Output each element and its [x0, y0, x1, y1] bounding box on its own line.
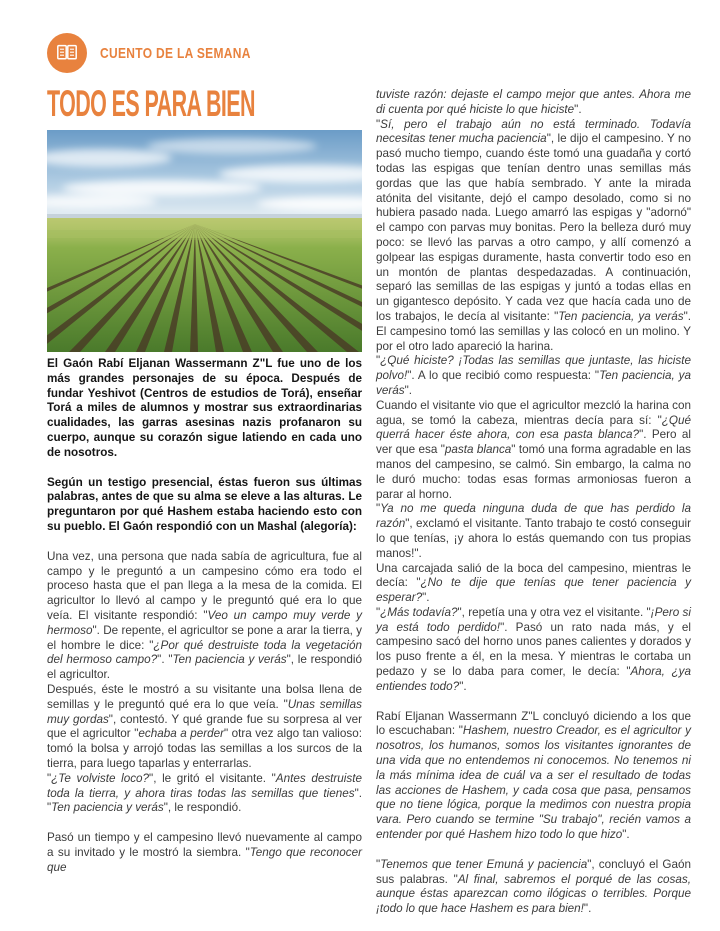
paragraph: "¿Más todavía?", repetía una y otra vez el visitante. "¡Pero si ya está todo perdido!". Pasó un rato nada más, y el campesino sacó del horno unos panes calientes y dorados y los puso frente a él, en la mesa. Y mientras le cortaba un pedazo y se lo daba para comer, le decía: "Ahora, ¿ya entiendes todo?". [376, 605, 691, 693]
right-text-flow [376, 88, 691, 917]
two-column-layout [47, 33, 691, 917]
paragraph: Rabí Eljanan Wassermann Z"L concluyó diciendo a los que lo escuchaban: "Hashem, nuestro Creador, es el agricultor y nosotros, los humanos, somos los visitantes ignorantes de una vida que no entendemos ni conocemos. No tenemos ni la más mínima idea de cuál va a ser el resultado de todas las acciones de Hashem, y cada cosa que pasa, pensamos que no tiene lógica, porque la medimos con nuestra propia vara. Pero cuando se termine "Su trabajo", recién vamos a entender por qué Hashem hizo todo lo que hizo". [376, 709, 691, 842]
left-text-flow [47, 357, 362, 876]
crop-field-photo [47, 130, 362, 352]
paragraph: Pasó un tiempo y el campesino llevó nuevamente al campo a su invitado y le mostró la siembra. "Tengo que reconocer que [47, 831, 362, 874]
open-book-icon [47, 33, 87, 73]
paragraph: "¿Te volviste loco?", le gritó el visitante. "Antes destruiste toda la tierra, y ahora tiras todas las semillas que tienes". "Ten paciencia y verás", le respondió. [47, 771, 362, 815]
paragraph: "¿Qué hiciste? ¡Todas las semillas que juntaste, las hiciste polvo!". A lo que recibió como respuesta: "Ten paciencia, ya verás". [376, 354, 691, 397]
page-title-text: TODO ES PARA BIEN [47, 83, 255, 124]
paragraph: Después, éste le mostró a su visitante una bolsa llena de semillas y le preguntó qué era lo que veía. "Unas semillas muy gordas", contestó. Y qué grande fue su sorpresa al ver que el agricultor "echaba a perder" otra vez algo tan valioso: tomó la bolsa y arrojó todas las semillas a los surcos de la tierra, para luego taparlas y enterrarlas. [47, 682, 362, 770]
paragraph: El Gaón Rabí Eljanan Wassermann Z"L fue uno de los más grandes personajes de su época. Después de fundar Yeshivot (Centros de estudios de Torá), enseñar Torá a miles de alumnos y mostrar sus extraordinarias cualidades, las garras asesinas nazis profanaron su cuerpo, aunque su corazón sigue latiendo en cada uno de nosotros. [47, 357, 362, 459]
right-column [376, 33, 691, 917]
page-title [47, 83, 362, 124]
paragraph: Según un testigo presencial, éstas fueron sus últimas palabras, antes de que su alma se eleve a las alturas. Le preguntaron por qué Hashem estaba haciendo esto con su pueblo. El Gaón respondió con un Mashal (alegoría): [47, 475, 362, 533]
paragraph: tuviste razón: dejaste el campo mejor que antes. Ahora me di cuenta por qué hiciste lo que hiciste". [376, 88, 691, 116]
paragraph: "Tenemos que tener Emuná y paciencia", concluyó el Gaón sus palabras. "Al final, sabremos el porqué de las cosas, aunque éstas aparezcan como ilógicas o terribles. Porque ¡todo lo que hace Hashem es para bien!". [376, 857, 692, 916]
paragraph: Una vez, una persona que nada sabía de agricultura, fue al campo y le preguntó a un campesino cómo era todo el proceso hasta que el pan llega a la mesa de la comida. El agricultor lo llevó al campo y le preguntó qué era lo que veía. El visitante respondió: "Veo un campo muy verde y hermoso". De repente, el agricultor se pone a arar la tierra, y el hombre le dice: "¿Por qué destruiste toda la vegetación del hermoso campo?". "Ten paciencia y verás", le respondió el agricultor. [47, 549, 362, 682]
section-header [47, 33, 362, 73]
section-label: CUENTO DE LA SEMANA [100, 44, 251, 62]
paragraph: Cuando el visitante vio que el agricultor mezcló la harina con agua, se tomó la cabeza, mientras decía para sí: "¿Qué querrá hacer éste ahora, con esa pasta blanca?". Pero al ver que esa "pasta blanca" tomó una forma agradable en las manos del campesino, se calmó. Sin embargo, la calma no le duró mucho: todas esas formas armoniosas fueron a parar al horno. [376, 398, 692, 501]
paragraph: Una carcajada salió de la boca del campesino, mientras le decía: "¿No te dije que tenías que tener paciencia y esperar?". [376, 561, 692, 605]
paragraph: "Ya no me queda ninguna duda de que has perdido la razón", exclamó el visitante. Tanto trabajo te costó conseguir lo que tenías, ¡y ahora lo estás quemando con tus propias manos!". [376, 502, 691, 560]
paragraph: "Sí, pero el trabajo aún no está terminado. Todavía necesitas tener mucha paciencia", le dijo el campesino. Y no pasó mucho tiempo, cuando éste tomó una guadaña y cortó todas las espigas que tenían dentro unas semillas más gordas que las que había sembrado. Y ante la mirada atónita del visitante, dejó el campo desolado, como si no hubiera pasado nada. Luego amarró las espigas y "adornó" el campo con parvas muy bonitas. Pero la belleza duró muy poco: se llevó las parvas a otro campo, y allí comenzó a golpear las espigas duramente, hasta convertir todo eso en un montón de plantas despedazadas. A continuación, separó las semillas de las espigas y juntó a todas ellas en un gigantesco depósito. Y cada vez que hacía cada uno de los trabajos, le decía al visitante: "Ten paciencia, ya verás". El campesino tomó las semillas y las colocó en un molino. Y por el otro lado apareció la harina. [376, 117, 692, 353]
left-column [47, 33, 362, 917]
